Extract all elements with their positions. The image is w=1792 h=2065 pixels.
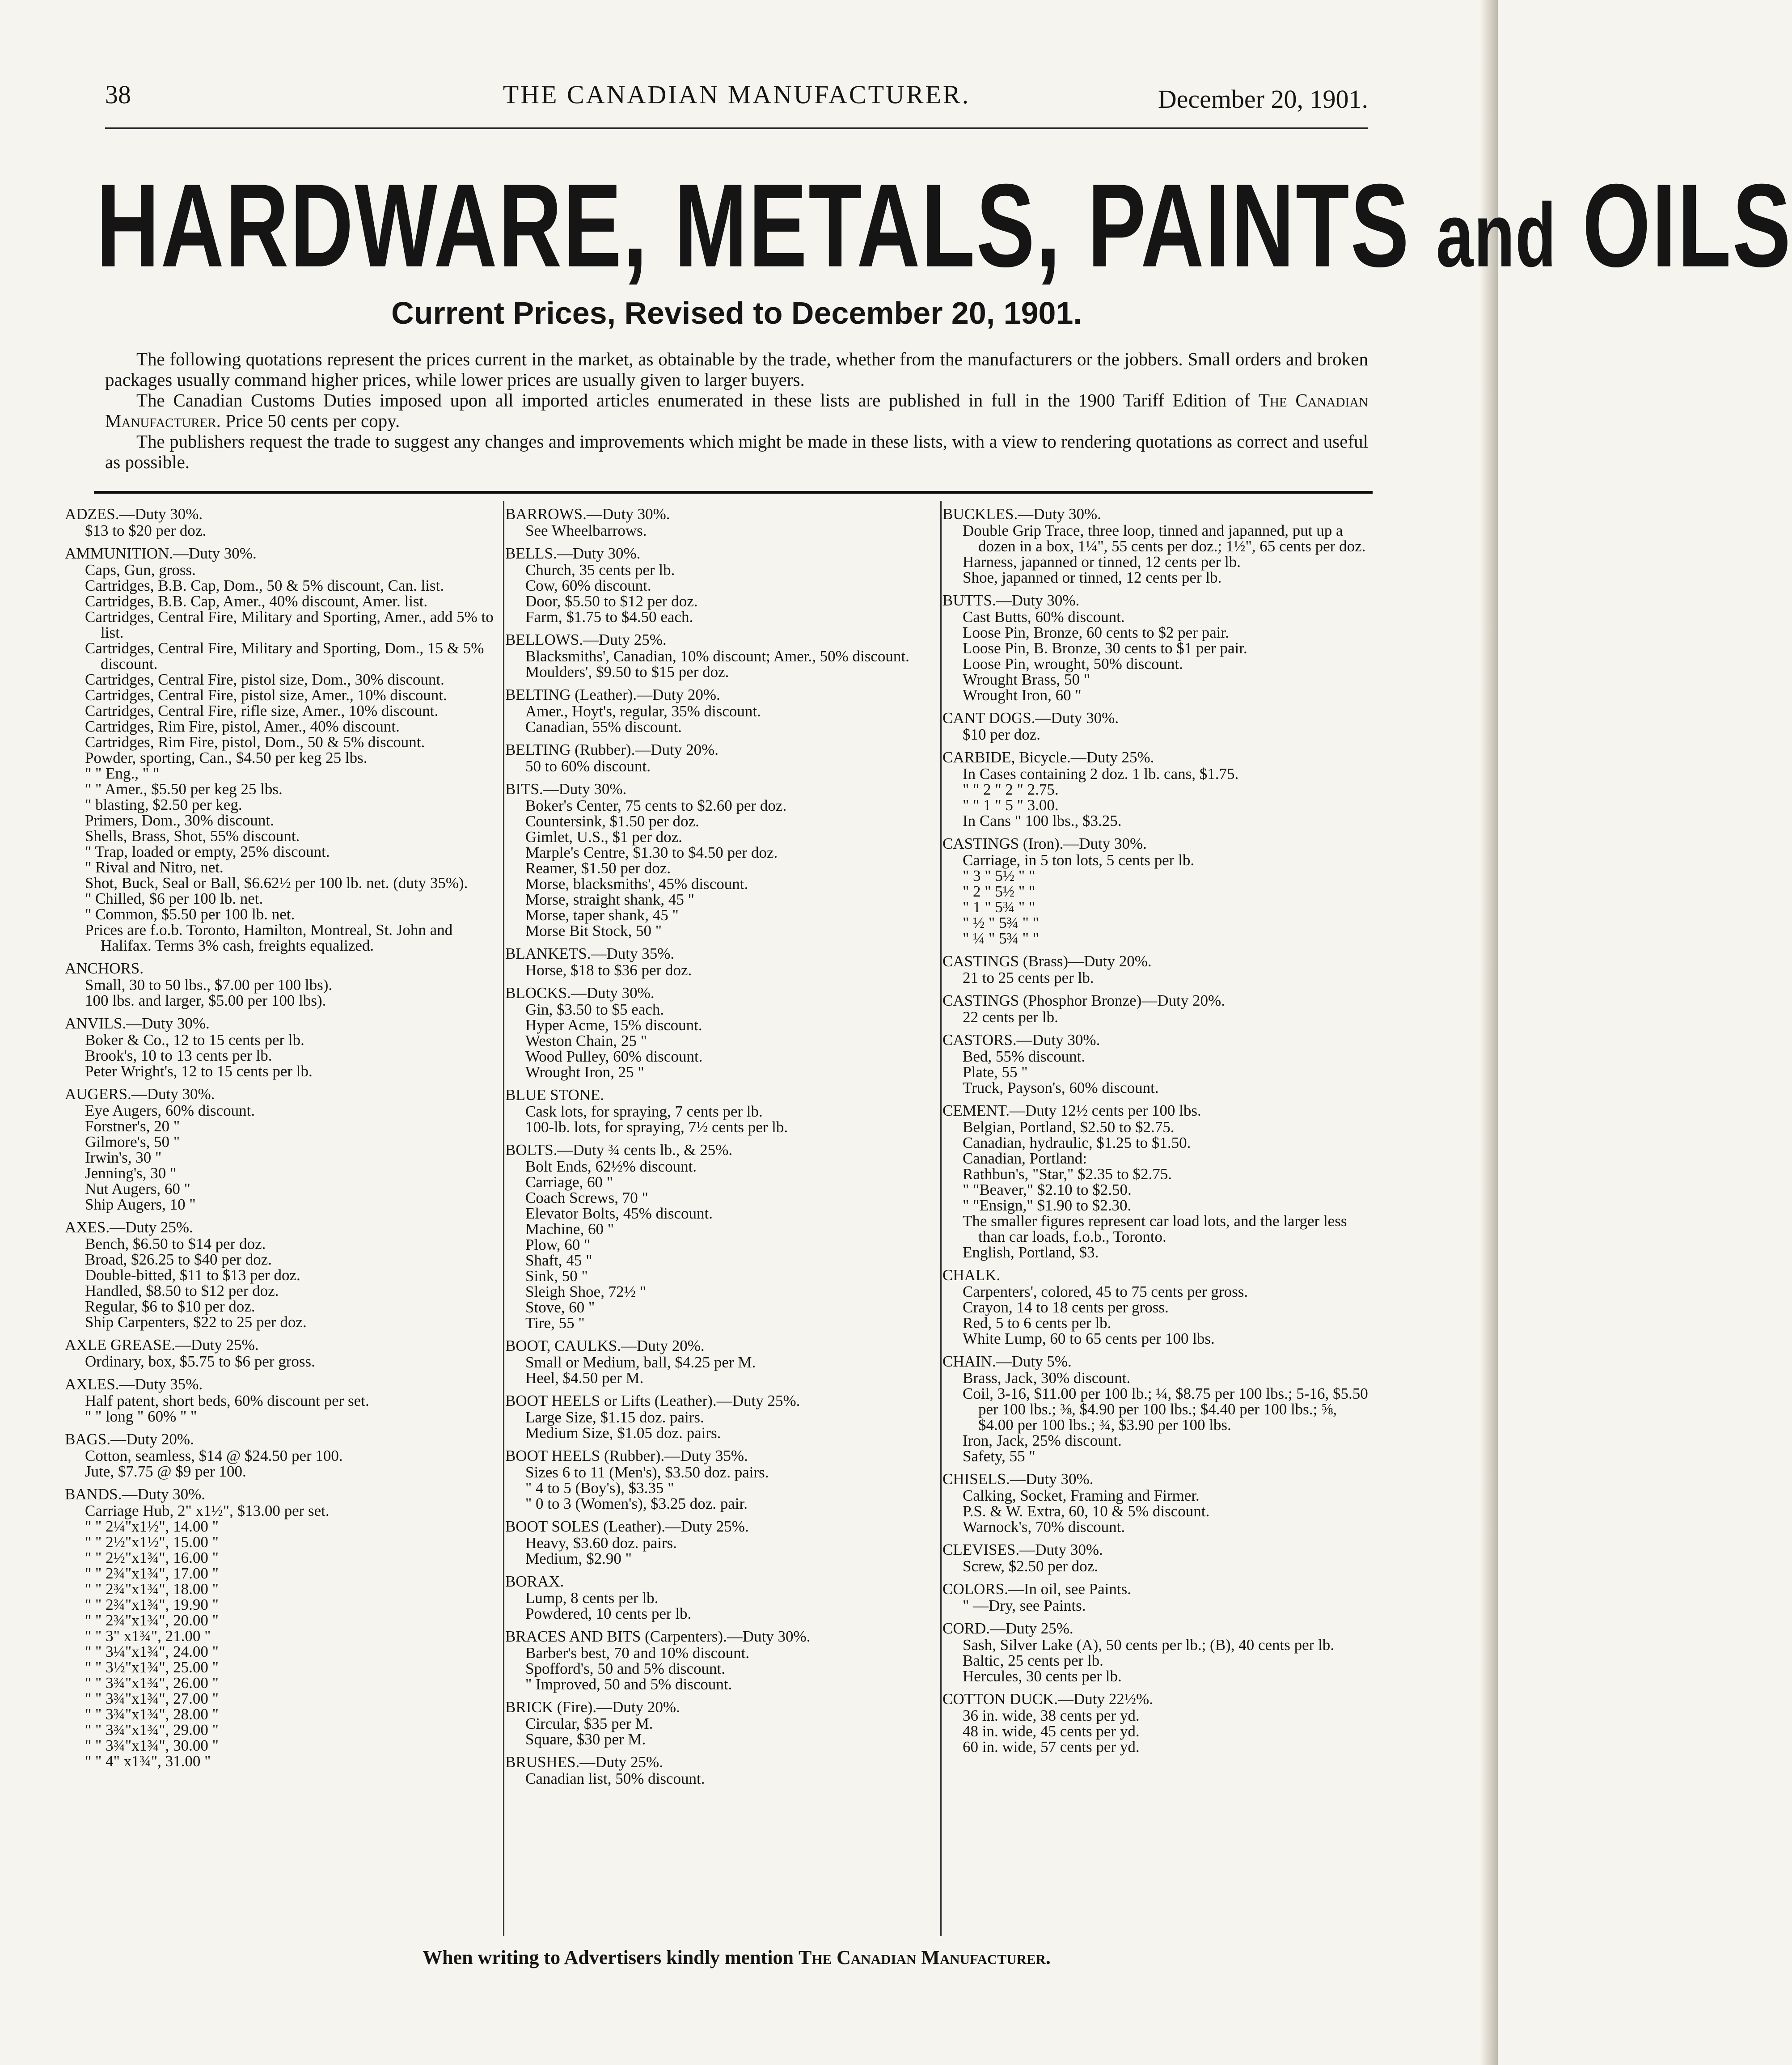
price-line: Morse, straight shank, 45 " xyxy=(525,891,694,908)
price-line: P.S. & W. Extra, 60, 10 & 5% discount. xyxy=(963,1502,1210,1520)
price-line: " —Dry, see Paints. xyxy=(963,1597,1086,1614)
price-line: In Cases containing 2 doz. 1 lb. cans, $1.75. xyxy=(963,765,1239,783)
price-section xyxy=(942,1471,1372,1535)
price-section xyxy=(942,506,1372,585)
price-line: " " 3½"x1¾", 25.00 " xyxy=(85,1659,219,1676)
price-line: " "Ensign," $1.90 to $2.30. xyxy=(963,1197,1132,1214)
price-line: Jenning's, 30 " xyxy=(85,1164,177,1182)
price-line: " " 2¾"x1¾", 17.00 " xyxy=(85,1565,219,1582)
price-column-2 xyxy=(505,506,939,1794)
price-line: Jute, $7.75 @ $9 per 100. xyxy=(85,1463,246,1480)
price-line: Prices are f.o.b. Toronto, Hamilton, Montreal, St. John and Halifax. Terms 3% cash, freights equalized. xyxy=(85,921,453,954)
price-line: Blacksmiths', Canadian, 10% discount; Amer., 50% discount. xyxy=(525,647,909,665)
price-column-3 xyxy=(942,506,1372,1762)
price-line: Wood Pulley, 60% discount. xyxy=(525,1048,703,1065)
price-section xyxy=(65,1431,499,1479)
price-section xyxy=(505,1448,939,1511)
price-line: Bench, $6.50 to $14 per doz. xyxy=(85,1235,266,1253)
banner-subtitle: Current Prices, Revised to December 20, 1901. xyxy=(391,296,1082,330)
price-line: Harness, japanned or tinned, 12 cents per lb. xyxy=(963,553,1241,571)
price-line: Moulders', $9.50 to $15 per doz. xyxy=(525,663,729,681)
intro-paragraph-3: The publishers request the trade to suggest any changes and improvements which might be made in these lists, with a view to rendering quotations as correct and useful as possible. xyxy=(105,431,1368,472)
price-section xyxy=(65,1337,499,1369)
price-section xyxy=(942,1691,1372,1755)
price-line: Plow, 60 " xyxy=(525,1236,591,1253)
price-line: " 0 to 3 (Women's), $3.25 doz. pair. xyxy=(525,1495,748,1512)
price-line: Forstner's, 20 " xyxy=(85,1117,180,1135)
price-line: Hercules, 30 cents per lb. xyxy=(963,1667,1122,1685)
price-section xyxy=(942,1621,1372,1684)
price-section xyxy=(505,1142,939,1331)
price-section xyxy=(942,1103,1372,1260)
price-line: Canadian list, 50% discount. xyxy=(525,1770,705,1787)
section-heading: CORD.—Duty 25%. xyxy=(942,1620,1074,1637)
price-line: In Cans " 100 lbs., $3.25. xyxy=(963,812,1122,829)
price-line: Cartridges, Central Fire, Military and Sporting, Dom., 15 & 5% discount. xyxy=(85,639,484,673)
price-line: Carriage, in 5 ton lots, 5 cents per lb. xyxy=(963,851,1195,869)
price-line: " " Eng., " " xyxy=(85,765,160,782)
price-line: Morse Bit Stock, 50 " xyxy=(525,922,662,939)
section-heading: CASTINGS (Iron).—Duty 30%. xyxy=(942,835,1147,852)
price-section xyxy=(505,1519,939,1566)
footer-publication: The Canadian Manufacturer. xyxy=(799,1947,1051,1968)
price-line: " " 2¾"x1¾", 18.00 " xyxy=(85,1580,219,1598)
price-line: Gin, $3.50 to $5 each. xyxy=(525,1001,664,1018)
price-section xyxy=(942,1542,1372,1574)
price-line: Half patent, short beds, 60% discount per set. xyxy=(85,1392,369,1409)
banner-title-end: OILS xyxy=(1582,159,1792,292)
price-section xyxy=(942,836,1372,946)
section-heading: ANVILS.—Duty 30%. xyxy=(65,1015,210,1032)
price-line: " " 4" x1¾", 31.00 " xyxy=(85,1752,211,1770)
price-line: Loose Pin, B. Bronze, 30 cents to $1 per pair. xyxy=(963,639,1247,657)
price-section xyxy=(942,1581,1372,1613)
intro-text xyxy=(105,349,1368,472)
price-line: Truck, Payson's, 60% discount. xyxy=(963,1079,1159,1096)
price-line: " " 2½"x1½", 15.00 " xyxy=(85,1533,219,1551)
price-line: Rathbun's, "Star," $2.35 to $2.75. xyxy=(963,1165,1172,1183)
price-line: Cartridges, B.B. Cap, Amer., 40% discount, Amer. list. xyxy=(85,592,428,610)
price-line: Bed, 55% discount. xyxy=(963,1048,1086,1065)
price-line: Regular, $6 to $10 per doz. xyxy=(85,1298,255,1315)
price-line: Lump, 8 cents per lb. xyxy=(525,1589,659,1607)
price-section xyxy=(942,710,1372,742)
price-line: Powdered, 10 cents per lb. xyxy=(525,1605,692,1622)
price-line: " " 3¾"x1¾", 26.00 " xyxy=(85,1674,219,1692)
price-section xyxy=(65,1486,499,1769)
price-line: Ordinary, box, $5.75 to $6 per gross. xyxy=(85,1353,315,1370)
price-section xyxy=(505,1393,939,1441)
price-line: Farm, $1.75 to $4.50 each. xyxy=(525,608,693,626)
price-line: Cast Butts, 60% discount. xyxy=(963,608,1125,626)
price-line: Canadian, 55% discount. xyxy=(525,718,682,736)
price-line: Cow, 60% discount. xyxy=(525,577,651,594)
price-line: Heavy, $3.60 doz. pairs. xyxy=(525,1534,677,1552)
price-line: Circular, $35 per M. xyxy=(525,1715,653,1732)
price-line: The smaller figures represent car load lots, and the larger less than car loads, f.o.b., Toronto. xyxy=(963,1212,1347,1245)
price-line: " " 1 " 5 " 3.00. xyxy=(963,796,1059,814)
price-line: " 3 " 5½ " " xyxy=(963,867,1035,884)
section-heading: BOOT HEELS or Lifts (Leather).—Duty 25%. xyxy=(505,1392,800,1409)
price-line: Medium, $2.90 " xyxy=(525,1550,632,1567)
price-line: Heel, $4.50 per M. xyxy=(525,1369,644,1387)
price-line: Carriage, 60 " xyxy=(525,1173,613,1191)
price-line: " " 2¾"x1¾", 20.00 " xyxy=(85,1612,219,1629)
price-line: Horse, $18 to $36 per doz. xyxy=(525,961,692,979)
price-line: Gimlet, U.S., $1 per doz. xyxy=(525,828,682,846)
price-line: Square, $30 per M. xyxy=(525,1731,646,1748)
price-line: " " 3¼"x1¾", 24.00 " xyxy=(85,1643,219,1660)
section-heading: BRUSHES.—Duty 25%. xyxy=(505,1753,663,1771)
price-line: Barber's best, 70 and 10% discount. xyxy=(525,1644,750,1662)
price-line: Double-bitted, $11 to $13 per doz. xyxy=(85,1266,300,1284)
price-line: Cartridges, Central Fire, Military and Sporting, Amer., add 5% to list. xyxy=(85,608,494,641)
price-line: Wrought Iron, 60 " xyxy=(963,686,1082,704)
price-line: Bolt Ends, 62½% discount. xyxy=(525,1158,697,1175)
price-line: " ¼ " 5¾ " " xyxy=(963,930,1039,947)
price-line: Canadian, Portland: xyxy=(963,1150,1087,1167)
price-line: Irwin's, 30 " xyxy=(85,1149,162,1166)
section-heading: BLUE STONE. xyxy=(505,1086,604,1104)
section-heading: ANCHORS. xyxy=(65,960,144,977)
section-heading: CEMENT.—Duty 12½ cents per 100 lbs. xyxy=(942,1102,1201,1119)
price-line: Broad, $26.25 to $40 per doz. xyxy=(85,1251,272,1268)
price-line: Wrought Iron, 25 " xyxy=(525,1063,644,1081)
section-heading: BOOT SOLES (Leather).—Duty 25%. xyxy=(505,1518,749,1535)
price-section xyxy=(505,1629,939,1692)
price-line: " Trap, loaded or empty, 25% discount. xyxy=(85,843,330,860)
section-heading: BAGS.—Duty 20%. xyxy=(65,1430,194,1448)
price-line: " Rival and Nitro, net. xyxy=(85,859,224,876)
price-section xyxy=(505,1699,939,1747)
price-line: Plate, 55 " xyxy=(963,1063,1028,1081)
price-line: Shells, Brass, Shot, 55% discount. xyxy=(85,827,300,845)
section-heading: CHAIN.—Duty 5%. xyxy=(942,1353,1072,1370)
price-line: Tire, 55 " xyxy=(525,1314,585,1332)
price-section xyxy=(505,1574,939,1621)
section-heading: AXES.—Duty 25%. xyxy=(65,1219,193,1236)
price-section xyxy=(942,592,1372,703)
price-line: Large Size, $1.15 doz. pairs. xyxy=(525,1409,704,1426)
section-heading: BANDS.—Duty 30%. xyxy=(65,1485,206,1503)
section-heading: BELTING (Rubber).—Duty 20%. xyxy=(505,741,718,758)
price-line: Caps, Gun, gross. xyxy=(85,561,196,579)
price-line: Countersink, $1.50 per doz. xyxy=(525,812,699,830)
price-section xyxy=(942,953,1372,986)
banner-title-and: and xyxy=(1436,184,1557,286)
price-line: 48 in. wide, 45 cents per yd. xyxy=(963,1722,1140,1740)
price-line: Peter Wright's, 12 to 15 cents per lb. xyxy=(85,1062,313,1080)
price-line: Cartridges, Rim Fire, pistol, Amer., 40% discount. xyxy=(85,718,400,735)
price-line: Sleigh Shoe, 72½ " xyxy=(525,1283,646,1300)
price-line: $10 per doz. xyxy=(963,726,1040,743)
section-heading: CANT DOGS.—Duty 30%. xyxy=(942,709,1119,727)
price-line: Coil, 3-16, $11.00 per 100 lb.; ¼, $8.75 per 100 lbs.; 5-16, $5.50 per 100 lbs.; ⅜, $4.90 per 100 lbs.; $4.40 per 100 lbs.; ⅝, $4.00 per 100 lbs.; ¾, $3.90 per 100 lbs. xyxy=(963,1385,1368,1434)
price-line: 50 to 60% discount. xyxy=(525,757,651,775)
section-heading: BRICK (Fire).—Duty 20%. xyxy=(505,1698,680,1716)
section-heading: BORAX. xyxy=(505,1573,564,1590)
price-line: " " 3" x1¾", 21.00 " xyxy=(85,1627,211,1645)
price-line: " " 3¾"x1¾", 29.00 " xyxy=(85,1721,219,1739)
price-line: " " 2¾"x1¾", 19.90 " xyxy=(85,1596,219,1613)
intro-p2-price: Price 50 cents per copy. xyxy=(225,410,400,431)
price-line: 60 in. wide, 57 cents per yd. xyxy=(963,1738,1140,1756)
header-rule xyxy=(105,127,1368,129)
price-line: Coach Screws, 70 " xyxy=(525,1189,648,1206)
price-section xyxy=(65,1219,499,1330)
page-footer xyxy=(105,1946,1368,1969)
section-heading: CLEVISES.—Duty 30%. xyxy=(942,1541,1103,1558)
section-heading: COLORS.—In oil, see Paints. xyxy=(942,1580,1131,1598)
price-line: Cartridges, Central Fire, pistol size, Dom., 30% discount. xyxy=(85,671,444,688)
price-line: " " long " 60% " " xyxy=(85,1408,197,1425)
price-section xyxy=(65,1376,499,1424)
price-line: " " 2¼"x1½", 14.00 " xyxy=(85,1518,219,1535)
price-line: Reamer, $1.50 per doz. xyxy=(525,859,671,877)
section-heading: BELTING (Leather).—Duty 20%. xyxy=(505,686,720,703)
price-line: Gilmore's, 50 " xyxy=(85,1133,180,1151)
price-line: " 2 " 5½ " " xyxy=(963,883,1035,900)
section-banner xyxy=(96,150,1792,301)
price-line: Calking, Socket, Framing and Firmer. xyxy=(963,1487,1200,1504)
section-heading: BRACES AND BITS (Carpenters).—Duty 30%. xyxy=(505,1628,811,1645)
price-line: Cotton, seamless, $14 @ $24.50 per 100. xyxy=(85,1447,343,1464)
section-heading: AUGERS.—Duty 30%. xyxy=(65,1085,215,1103)
section-heading: CARBIDE, Bicycle.—Duty 25%. xyxy=(942,749,1154,766)
price-line: " " 2½"x1¾", 16.00 " xyxy=(85,1549,219,1566)
section-heading: BOOT HEELS (Rubber).—Duty 35%. xyxy=(505,1447,748,1464)
section-heading: BUCKLES.—Duty 30%. xyxy=(942,505,1101,523)
price-line: Morse, taper shank, 45 " xyxy=(525,906,679,924)
intro-p2-publication: The Canadian Manufacturer. xyxy=(105,390,1368,431)
price-section xyxy=(505,1338,939,1386)
price-line: See Wheelbarrows. xyxy=(525,522,647,539)
price-line: " ½ " 5¾ " " xyxy=(963,914,1039,931)
section-heading: AMMUNITION.—Duty 30%. xyxy=(65,545,257,562)
page-header xyxy=(105,80,1368,129)
price-line: " Chilled, $6 per 100 lb. net. xyxy=(85,890,263,907)
price-line: " " Amer., $5.50 per keg 25 lbs. xyxy=(85,780,283,798)
price-line: Warnock's, 70% discount. xyxy=(963,1518,1125,1536)
price-line: White Lump, 60 to 65 cents per 100 lbs. xyxy=(963,1330,1215,1347)
section-heading: CHALK. xyxy=(942,1266,1001,1284)
price-line: Loose Pin, wrought, 50% discount. xyxy=(963,655,1183,673)
price-section xyxy=(942,993,1372,1025)
price-line: Brass, Jack, 30% discount. xyxy=(963,1369,1131,1387)
price-section xyxy=(505,506,939,538)
price-line: Church, 35 cents per lb. xyxy=(525,561,675,579)
price-line: Sink, 50 " xyxy=(525,1267,588,1285)
price-line: Crayon, 14 to 18 cents per gross. xyxy=(963,1299,1169,1316)
page-edge-shadow xyxy=(1480,0,1498,2065)
price-line: Hyper Acme, 15% discount. xyxy=(525,1016,702,1034)
column-divider-1 xyxy=(503,501,504,1936)
price-line: Loose Pin, Bronze, 60 cents to $2 per pair. xyxy=(963,624,1229,641)
section-heading: ADZES.—Duty 30%. xyxy=(65,505,203,523)
price-line: Marple's Centre, $1.30 to $4.50 per doz. xyxy=(525,844,778,861)
price-section xyxy=(65,961,499,1008)
section-heading: CASTINGS (Brass)—Duty 20%. xyxy=(942,952,1152,970)
price-line: Amer., Hoyt's, regular, 35% discount. xyxy=(525,702,761,720)
publication-title: THE CANADIAN MANUFACTURER. xyxy=(503,80,971,109)
price-line: Cartridges, Central Fire, pistol size, Amer., 10% discount. xyxy=(85,686,447,704)
price-line: 36 in. wide, 38 cents per yd. xyxy=(963,1707,1140,1724)
price-line: Medium Size, $1.05 doz. pairs. xyxy=(525,1424,721,1442)
price-line: Machine, 60 " xyxy=(525,1220,614,1238)
section-heading: BLOCKS.—Duty 30%. xyxy=(505,984,655,1002)
price-line: " Improved, 50 and 5% discount. xyxy=(525,1676,732,1693)
price-section xyxy=(505,781,939,939)
price-section xyxy=(505,1087,939,1135)
price-line: " " 3¾"x1¾", 30.00 " xyxy=(85,1737,219,1754)
section-heading: CHISELS.—Duty 30%. xyxy=(942,1470,1094,1488)
price-line: Primers, Dom., 30% discount. xyxy=(85,812,274,829)
price-line: Safety, 55 " xyxy=(963,1447,1035,1465)
section-heading: BOOT, CAULKS.—Duty 20%. xyxy=(505,1337,705,1354)
price-line: " 4 to 5 (Boy's), $3.35 " xyxy=(525,1479,674,1497)
price-line: Nut Augers, 60 " xyxy=(85,1180,190,1198)
price-line: Shoe, japanned or tinned, 12 cents per lb. xyxy=(963,569,1222,586)
price-line: Cartridges, Rim Fire, pistol, Dom., 50 & 5% discount. xyxy=(85,733,425,751)
price-line: Eye Augers, 60% discount. xyxy=(85,1102,255,1119)
price-line: Double Grip Trace, three loop, tinned and japanned, put up a dozen in a box, 1¼", 55 cents per doz.; 1½", 65 cents per doz. xyxy=(963,522,1366,555)
banner-title-main: HARDWARE, METALS, PAINTS xyxy=(96,159,1411,292)
price-line: Boker & Co., 12 to 15 cents per lb. xyxy=(85,1031,304,1049)
price-line: Cask lots, for spraying, 7 cents per lb. xyxy=(525,1103,763,1120)
price-line: Cartridges, B.B. Cap, Dom., 50 & 5% discount, Can. list. xyxy=(85,577,444,594)
price-section xyxy=(942,1032,1372,1096)
price-line: Morse, blacksmiths', 45% discount. xyxy=(525,875,748,893)
section-heading: CASTORS.—Duty 30%. xyxy=(942,1031,1100,1049)
price-line: Stove, 60 " xyxy=(525,1299,595,1316)
price-line: Shot, Buck, Seal or Ball, $6.62½ per 100 lb. net. (duty 35%). xyxy=(85,874,468,892)
price-line: Door, $5.50 to $12 per doz. xyxy=(525,592,698,610)
section-heading: COTTON DUCK.—Duty 22½%. xyxy=(942,1690,1153,1708)
section-heading: BELLOWS.—Duty 25%. xyxy=(505,631,667,648)
price-line: Carpenters', colored, 45 to 75 cents per gross. xyxy=(963,1283,1248,1300)
intro-paragraph-1: The following quotations represent the prices current in the market, as obtainable by the trade, whether from the manufacturers or the jobbers. Small orders and broken packages usually command higher prices, while lower prices are usually given to larger buyers. xyxy=(105,349,1368,390)
price-column-1 xyxy=(65,506,499,1776)
price-line: $13 to $20 per doz. xyxy=(85,522,207,539)
price-section xyxy=(942,1354,1372,1464)
intro-rule xyxy=(94,491,1373,494)
price-line: " 1 " 5¾ " " xyxy=(963,898,1035,916)
price-section xyxy=(65,1016,499,1079)
section-heading: BITS.—Duty 30%. xyxy=(505,780,627,798)
price-line: 22 cents per lb. xyxy=(963,1008,1058,1026)
section-heading: BELLS.—Duty 30%. xyxy=(505,545,641,562)
section-heading: BARROWS.—Duty 30%. xyxy=(505,505,670,523)
price-section xyxy=(505,742,939,774)
price-line: Iron, Jack, 25% discount. xyxy=(963,1432,1122,1449)
price-section xyxy=(505,687,939,735)
price-line: Carriage Hub, 2" x1½", $13.00 per set. xyxy=(85,1502,330,1519)
price-line: " "Beaver," $2.10 to $2.50. xyxy=(963,1181,1132,1198)
price-line: " Common, $5.50 per 100 lb. net. xyxy=(85,906,295,923)
price-line: Elevator Bolts, 45% discount. xyxy=(525,1205,713,1222)
price-line: " " 2 " 2 " 2.75. xyxy=(963,781,1059,798)
price-line: Brook's, 10 to 13 cents per lb. xyxy=(85,1047,272,1064)
page-number: 38 xyxy=(105,80,131,109)
price-line: " " 3¾"x1¾", 28.00 " xyxy=(85,1705,219,1723)
footer-text: When writing to Advertisers kindly mention xyxy=(423,1947,794,1968)
price-line: " " 3¾"x1¾", 27.00 " xyxy=(85,1690,219,1707)
price-section xyxy=(505,1754,939,1786)
price-section xyxy=(65,546,499,953)
price-section xyxy=(942,749,1372,829)
price-line: Wrought Brass, 50 " xyxy=(963,671,1090,688)
price-section xyxy=(505,546,939,625)
price-line: Shaft, 45 " xyxy=(525,1252,592,1269)
price-line: Ship Augers, 10 " xyxy=(85,1196,196,1213)
price-line: Weston Chain, 25 " xyxy=(525,1032,647,1049)
price-section xyxy=(505,632,939,680)
price-line: Handled, $8.50 to $12 per doz. xyxy=(85,1282,279,1299)
price-line: Small, 30 to 50 lbs., $7.00 per 100 lbs). xyxy=(85,976,333,994)
section-heading: BOLTS.—Duty ¾ cents lb., & 25%. xyxy=(505,1141,733,1159)
section-heading: AXLE GREASE.—Duty 25%. xyxy=(65,1336,259,1354)
issue-date: December 20, 1901. xyxy=(1158,85,1368,114)
price-section xyxy=(505,946,939,978)
price-line: Ship Carpenters, $22 to 25 per doz. xyxy=(85,1313,307,1331)
price-line: 100-lb. lots, for spraying, 7½ cents per lb. xyxy=(525,1118,788,1136)
price-line: Spofford's, 50 and 5% discount. xyxy=(525,1660,726,1677)
price-section xyxy=(505,985,939,1080)
intro-p2-start: The Canadian Customs Duties imposed upon all imported articles enumerated in these lists are published in full in the 1900 Tariff Edition of xyxy=(136,390,1251,410)
section-heading: AXLES.—Duty 35%. xyxy=(65,1375,203,1393)
price-line: Canadian, hydraulic, $1.25 to $1.50. xyxy=(963,1134,1191,1151)
price-line: Sizes 6 to 11 (Men's), $3.50 doz. pairs. xyxy=(525,1464,769,1481)
price-line: " blasting, $2.50 per keg. xyxy=(85,796,242,813)
price-section xyxy=(65,1086,499,1212)
price-line: Screw, $2.50 per doz. xyxy=(963,1557,1098,1575)
price-section xyxy=(65,506,499,538)
section-heading: BUTTS.—Duty 30%. xyxy=(942,592,1080,609)
intro-paragraph-2 xyxy=(105,390,1368,431)
price-line: Small or Medium, ball, $4.25 per M. xyxy=(525,1354,756,1371)
price-line: Cartridges, Central Fire, rifle size, Amer., 10% discount. xyxy=(85,702,439,719)
price-line: Baltic, 25 cents per lb. xyxy=(963,1652,1103,1669)
price-line: 100 lbs. and larger, $5.00 per 100 lbs). xyxy=(85,992,326,1009)
price-line: English, Portland, $3. xyxy=(963,1244,1099,1261)
price-line: Sash, Silver Lake (A), 50 cents per lb.; (B), 40 cents per lb. xyxy=(963,1636,1335,1654)
price-line: Boker's Center, 75 cents to $2.60 per doz. xyxy=(525,797,787,814)
price-line: Belgian, Portland, $2.50 to $2.75. xyxy=(963,1118,1175,1136)
price-section xyxy=(942,1267,1372,1346)
price-line: Powder, sporting, Can., $4.50 per keg 25 lbs. xyxy=(85,749,368,766)
price-line: 21 to 25 cents per lb. xyxy=(963,969,1094,986)
price-line: Red, 5 to 6 cents per lb. xyxy=(963,1314,1112,1332)
column-divider-2 xyxy=(940,501,942,1936)
section-heading: BLANKETS.—Duty 35%. xyxy=(505,945,675,962)
section-heading: CASTINGS (Phosphor Bronze)—Duty 20%. xyxy=(942,992,1225,1009)
